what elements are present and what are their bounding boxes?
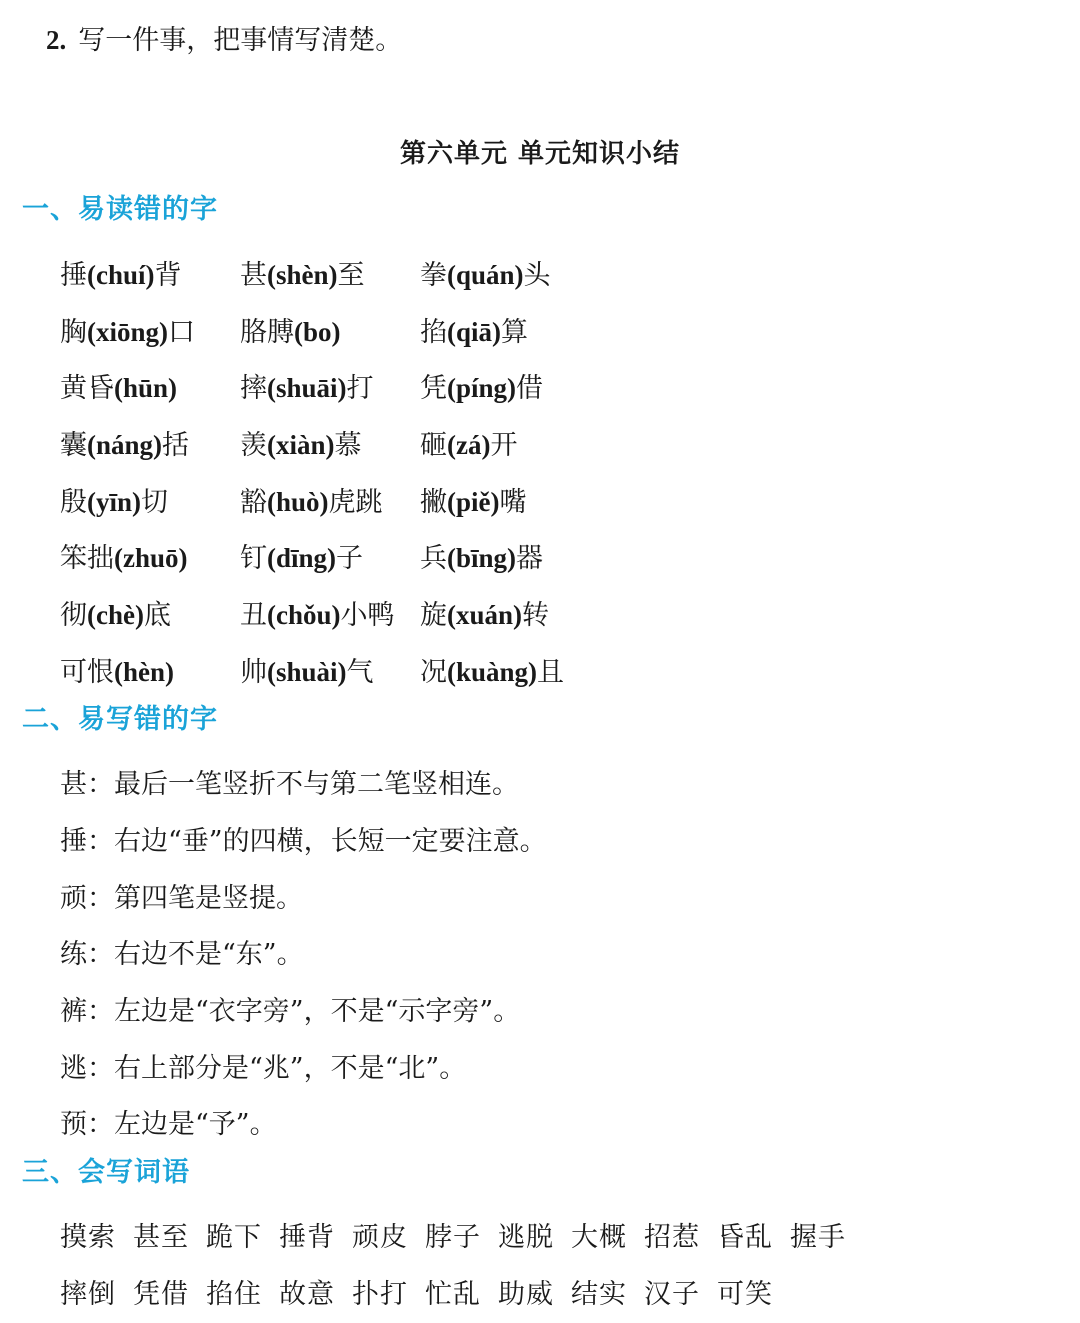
- reading-item: [240, 652, 420, 693]
- reading-item: [420, 595, 620, 636]
- reading-item-char: 转: [522, 599, 550, 631]
- reading-item-char: 丑: [240, 599, 267, 631]
- reading-item-char: 笨拙: [60, 543, 114, 575]
- reading-item-pinyin: (shèn): [267, 259, 338, 290]
- reading-item: [60, 368, 240, 409]
- writing-note: 逃：右上部分是“兆”，不是“北”。: [60, 1052, 467, 1084]
- reading-item-char: 殷: [60, 486, 87, 518]
- word-item: 跪下: [206, 1221, 262, 1253]
- reading-item-char: 甚: [240, 259, 267, 291]
- word-item: 摸索: [60, 1221, 116, 1253]
- reading-item-pinyin: (náng): [87, 429, 163, 460]
- reading-item-char: 胳膊: [240, 316, 294, 348]
- reading-item-pinyin: (xiàn): [267, 429, 335, 460]
- reading-item-pinyin: (shuài): [267, 656, 347, 687]
- reading-item-char: 借: [516, 373, 544, 405]
- writing-notes: [60, 757, 547, 1154]
- reading-item-char: 且: [537, 656, 565, 688]
- reading-item-pinyin: (shuāi): [267, 373, 347, 404]
- reading-item-pinyin: (chuí): [87, 259, 155, 290]
- reading-item: [240, 538, 420, 579]
- reading-item-pinyin: (zá): [447, 429, 491, 460]
- word-row: [60, 1266, 863, 1323]
- reading-item-pinyin: (qiā): [447, 316, 501, 347]
- reading-item-char: 小鸭: [340, 599, 395, 631]
- reading-item: [420, 425, 620, 466]
- word-item: 握手: [790, 1221, 846, 1253]
- word-row: [60, 1209, 863, 1266]
- reading-row: [60, 247, 620, 304]
- unit-title: 第六单元 单元知识小结: [399, 139, 681, 169]
- reading-item-char: 撇: [420, 486, 447, 518]
- word-item: 故意: [279, 1278, 335, 1310]
- reading-item-char: 底: [143, 599, 171, 631]
- reading-item-pinyin: (chè): [87, 599, 144, 630]
- reading-item-pinyin: (hūn): [114, 373, 178, 404]
- reading-item-char: 掐: [420, 316, 447, 348]
- reading-item: [240, 425, 420, 466]
- section-heading-reading: 一、易读错的字: [22, 194, 218, 225]
- reading-item: [60, 255, 240, 296]
- word-item: 汉子: [644, 1278, 700, 1310]
- reading-item-char: 器: [516, 543, 544, 575]
- reading-item-pinyin: (píng): [447, 373, 517, 404]
- reading-row: [60, 644, 620, 701]
- word-item: 凭借: [133, 1278, 189, 1310]
- reading-item-char: 黄昏: [60, 373, 114, 405]
- reading-item: [60, 312, 240, 353]
- word-item: 掐住: [206, 1278, 262, 1310]
- writing-note: 顽：第四笔是竖提。: [60, 882, 303, 914]
- reading-item-char: 虎跳: [328, 486, 383, 518]
- reading-item: [420, 255, 620, 296]
- reading-item-char: 算: [501, 316, 528, 348]
- reading-item-pinyin: (xuán): [447, 599, 523, 630]
- writing-note: 预：左边是“予”。: [60, 1109, 277, 1141]
- word-item: 忙乱: [425, 1278, 481, 1310]
- reading-item: [60, 482, 240, 523]
- reading-item-pinyin: (xiōng): [87, 316, 168, 347]
- reading-item-char: 囊: [60, 429, 87, 461]
- reading-item: [60, 538, 240, 579]
- reading-item: [240, 595, 420, 636]
- reading-item: [240, 255, 420, 296]
- reading-grid: [60, 247, 620, 701]
- reading-item-char: 帅: [240, 656, 267, 688]
- word-item: 招惹: [644, 1221, 700, 1253]
- word-item: 可笑: [717, 1278, 773, 1310]
- reading-row: [60, 417, 620, 474]
- reading-item-char: 旋: [420, 599, 447, 631]
- reading-item-pinyin: (piě): [447, 486, 500, 517]
- reading-row: [60, 587, 620, 644]
- reading-item-char: 口: [168, 316, 195, 348]
- reading-item-char: 豁: [240, 486, 267, 518]
- reading-item-char: 钉: [240, 543, 267, 575]
- reading-item-pinyin: (bīng): [447, 543, 517, 574]
- word-item: 逃脱: [498, 1221, 554, 1253]
- word-list: [60, 1209, 863, 1323]
- reading-item-char: 羡: [240, 429, 267, 461]
- reading-item-char: 况: [420, 656, 447, 688]
- word-item: 助威: [498, 1278, 554, 1310]
- reading-item: [60, 595, 240, 636]
- reading-item: [240, 368, 420, 409]
- reading-item-char: 切: [141, 486, 168, 518]
- reading-row: [60, 530, 620, 587]
- task-text: 写一件事，把事情写清楚。: [78, 25, 403, 56]
- reading-item-char: 砸: [420, 429, 447, 461]
- reading-item-pinyin: (zhuō): [114, 543, 188, 574]
- reading-item-char: 兵: [420, 543, 447, 575]
- reading-item-char: 背: [154, 259, 182, 291]
- writing-task: [46, 20, 402, 61]
- reading-item-char: 摔: [240, 373, 267, 405]
- reading-item-char: 可恨: [60, 656, 114, 688]
- reading-item-pinyin: (kuàng): [447, 656, 538, 687]
- word-item: 扑打: [352, 1278, 408, 1310]
- reading-item-char: 括: [162, 429, 190, 461]
- reading-item: [420, 368, 620, 409]
- section-heading-writing: 二、易写错的字: [22, 704, 218, 735]
- reading-item-char: 胸: [60, 316, 87, 348]
- reading-item-char: 嘴: [499, 486, 527, 518]
- word-item: 大概: [571, 1221, 627, 1253]
- reading-item-pinyin: (huò): [267, 486, 329, 517]
- reading-item-char: 慕: [334, 429, 362, 461]
- word-item: 摔倒: [60, 1278, 116, 1310]
- reading-item-char: 彻: [60, 599, 87, 631]
- writing-note: 练：右边不是“东”。: [60, 939, 304, 971]
- reading-item-char: 至: [337, 259, 365, 291]
- reading-item-char: 捶: [60, 259, 87, 291]
- reading-item: [60, 425, 240, 466]
- word-item: 结实: [571, 1278, 627, 1310]
- word-item: 脖子: [425, 1221, 481, 1253]
- reading-item: [60, 652, 240, 693]
- task-number: 2.: [46, 25, 67, 55]
- reading-item-pinyin: (chǒu): [267, 599, 341, 630]
- word-item: 顽皮: [352, 1221, 408, 1253]
- reading-item: [420, 652, 620, 693]
- reading-item-pinyin: (hèn): [114, 656, 174, 687]
- reading-item-char: 打: [346, 373, 374, 405]
- reading-item-pinyin: (bo): [294, 316, 341, 347]
- reading-item-pinyin: (quán): [447, 259, 524, 290]
- reading-item-char: 子: [336, 543, 364, 575]
- writing-note: 裤：左边是“衣字旁”，不是“示字旁”。: [60, 996, 521, 1028]
- reading-item-char: 气: [346, 656, 374, 688]
- reading-item: [420, 312, 620, 353]
- word-item: 捶背: [279, 1221, 335, 1253]
- writing-note: 捶：右边“垂”的四横，长短一定要注意。: [60, 826, 547, 858]
- reading-item-pinyin: (yīn): [87, 486, 141, 517]
- reading-item-pinyin: (dīng): [267, 543, 337, 574]
- reading-item-char: 凭: [420, 373, 447, 405]
- word-item: 甚至: [133, 1221, 189, 1253]
- section-heading-words: 三、会写词语: [22, 1157, 190, 1188]
- reading-item-char: 拳: [420, 259, 447, 291]
- reading-row: [60, 474, 620, 531]
- reading-row: [60, 304, 620, 361]
- reading-item-char: 头: [523, 259, 551, 291]
- writing-note: 甚：最后一笔竖折不与第二笔竖相连。: [60, 769, 519, 801]
- word-item: 昏乱: [717, 1221, 773, 1253]
- reading-item: [240, 312, 420, 353]
- reading-row: [60, 360, 620, 417]
- reading-item: [240, 482, 420, 523]
- reading-item: [420, 538, 620, 579]
- reading-item: [420, 482, 620, 523]
- reading-item-char: 开: [490, 429, 518, 461]
